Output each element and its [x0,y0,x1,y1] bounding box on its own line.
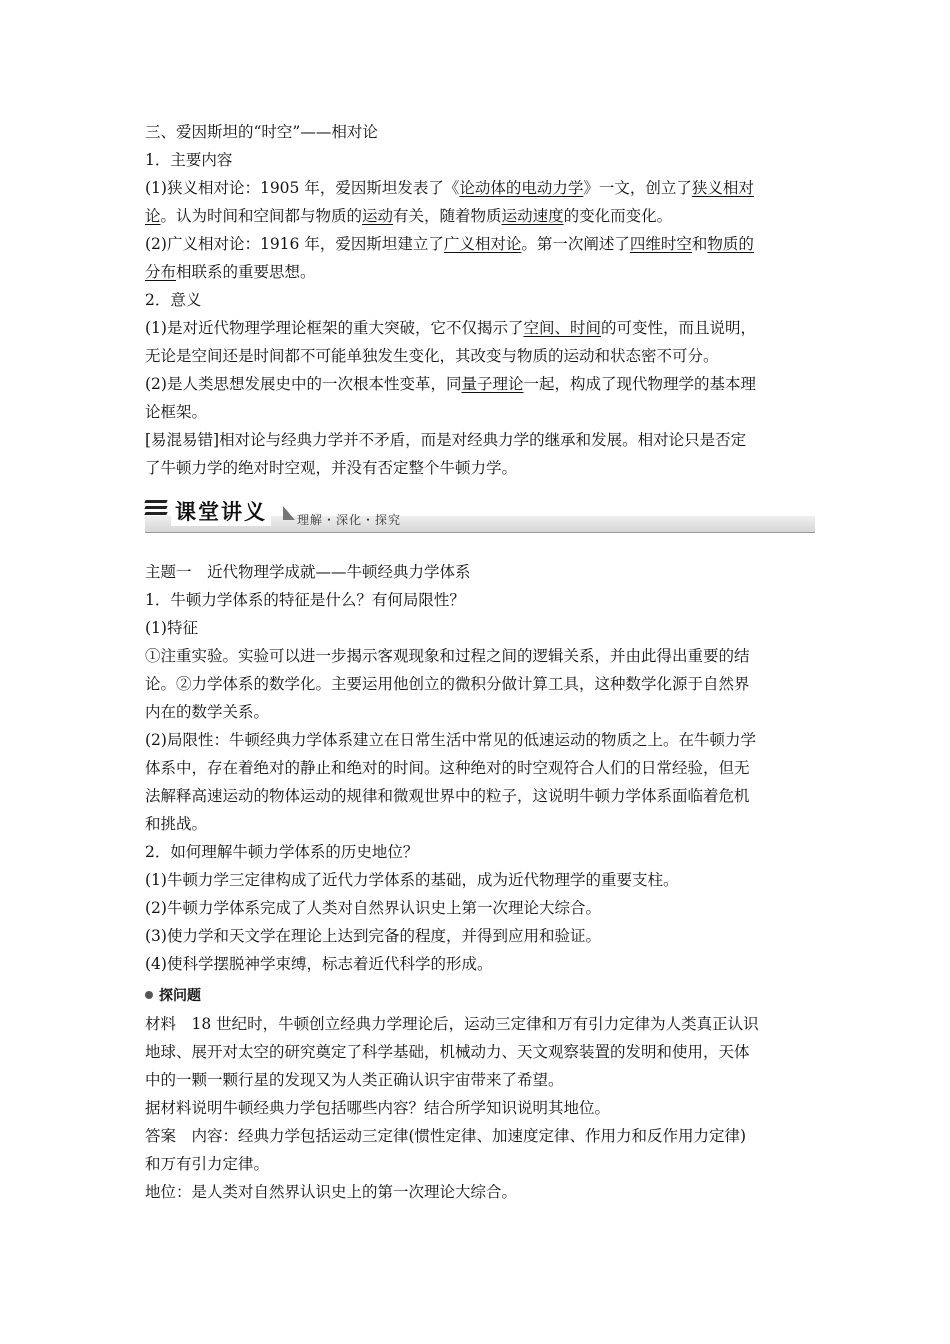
limitations-text: 体系中，存在着绝对的静止和绝对的时间。这种绝对的时空观符合人们的日常经验，但无 [145,759,750,777]
question-2: 2．如何理解牛顿力学体系的历史地位？ [145,843,419,861]
answer-blank: 四维时空 [629,235,692,253]
answer-text: 和万有引力定律。 [145,1155,270,1173]
answer-blank: 量子理论 [461,375,524,393]
answer-blank: 物质的 [707,235,754,253]
answer-blank: 运动 [362,207,394,225]
answer-blank: 论动体的电动力学 [459,179,584,197]
answer-text: 答案 内容：经典力学包括运动三定律(惯性定律、加速度定律、作用力和反作用力定律) [145,1127,747,1145]
features-text: 论。②力学体系的数学化。主要运用他创立的微积分做计算工具，这种数学化源于自然界 [145,675,750,693]
explore-heading: 探问题 [145,982,815,1010]
status-point: (2)牛顿力学体系完成了人类对自然界认识史上第一次理论大综合。 [145,899,601,917]
bullet-dot-icon [145,991,153,999]
limitations-text: (2)局限性：牛顿经典力学体系建立在日常生活中常见的低速运动的物质之上。在牛顿力学 [145,731,756,749]
status-point: (1)牛顿力学三定律构成了近代力学体系的基础，成为近代物理学的重要支柱。 [145,871,679,889]
paragraph-significance-2: (2)是人类思想发展史中的一次根本性变革，同量子理论一起，构成了现代物理学的基本理 [145,375,756,393]
paragraph-special-relativity: (1)狭义相对论：1905 年，爱因斯坦发表了《论动体的电动力学》一文，创立了狭义相对 [145,179,754,197]
answer-blank: 论 [145,207,161,225]
material-text: 地球、展开对太空的研究奠定了科学基础，机械动力、天文观察装置的发明和使用，天体 [145,1043,750,1061]
banner-title: 课堂讲义 [171,496,271,526]
material-text: 中的一颗一颗行星的发现又为人类正确认识宇宙带来了希望。 [145,1071,564,1089]
paragraph-significance-1: (1)是对近代物理学理论框架的重大突破，它不仅揭示了空间、时间的可变性，而且说明， [145,319,756,337]
paragraph-general-relativity: (2)广义相对论：1916 年，爱因斯坦建立了广义相对论。第一次阐述了四维时空和物质的 [145,235,754,253]
subheading-significance: 2．意义 [145,291,202,309]
status-point: (4)使科学摆脱神学束缚，标志着近代科学的形成。 [145,955,493,973]
features-heading: (1)特征 [145,619,198,637]
status-point: (3)使力学和天文学在理论上达到完备的程度，并得到应用和验证。 [145,927,601,945]
limitations-text: 法解释高速运动的物体运动的规律和微观世界中的粒子，这说明牛顿力学体系面临着危机 [145,787,750,805]
stripes-icon [145,500,167,522]
paragraph-special-relativity-cont: 论。认为时间和空间都与物质的运动有关，随着物质运动速度的变化而变化。 [145,207,673,225]
limitations-text: 和挑战。 [145,815,208,833]
paragraph-general-relativity-cont: 分布相联系的重要思想。 [145,263,316,281]
lecture-banner [145,494,815,536]
material-text: 材料 18 世纪时，牛顿创立经典力学理论后，运动三定律和万有引力定律为人类真正认识 [145,1015,759,1033]
answer-blank: 运动速度 [501,207,564,225]
explore-question: 据材料说明牛顿经典力学包括哪些内容？结合所学知识说明其地位。 [145,1099,611,1117]
answer-blank: 分布 [145,263,177,281]
features-text: 内在的数学关系。 [145,703,270,721]
paragraph-significance-1-cont: 无论是空间还是时间都不可能单独发生变化，其改变与物质的运动和状态密不可分。 [145,347,719,365]
answer-blank: 广义相对论 [443,235,522,253]
answer-blank: 空间、时间 [523,319,601,337]
question-1: 1．牛顿力学体系的特征是什么？有何局限性？ [145,591,465,609]
subheading-main-content: 1．主要内容 [145,151,233,169]
document-page [145,118,815,1206]
topic-title: 主题一 近代物理学成就——牛顿经典力学体系 [145,563,471,581]
answer-blank: 狭义相对 [691,179,754,197]
banner-subtitle: 理解・深化・探究 [297,513,402,527]
paragraph-significance-2-cont: 论框架。 [145,403,208,421]
triangle-icon [283,506,295,520]
confusion-note: [易混易错]相对论与经典力学并不矛盾，而是对经典力学的继承和发展。相对论只是否定 [145,431,747,449]
answer-text: 地位：是人类对自然界认识史上的第一次理论大综合。 [145,1183,518,1201]
confusion-note-cont: 了牛顿力学的绝对时空观，并没有否定整个牛顿力学。 [145,459,518,477]
section-title: 三、爱因斯坦的“时空”——相对论 [145,123,378,141]
features-text: ①注重实验。实验可以进一步揭示客观现象和过程之间的逻辑关系，并由此得出重要的结 [145,647,750,665]
